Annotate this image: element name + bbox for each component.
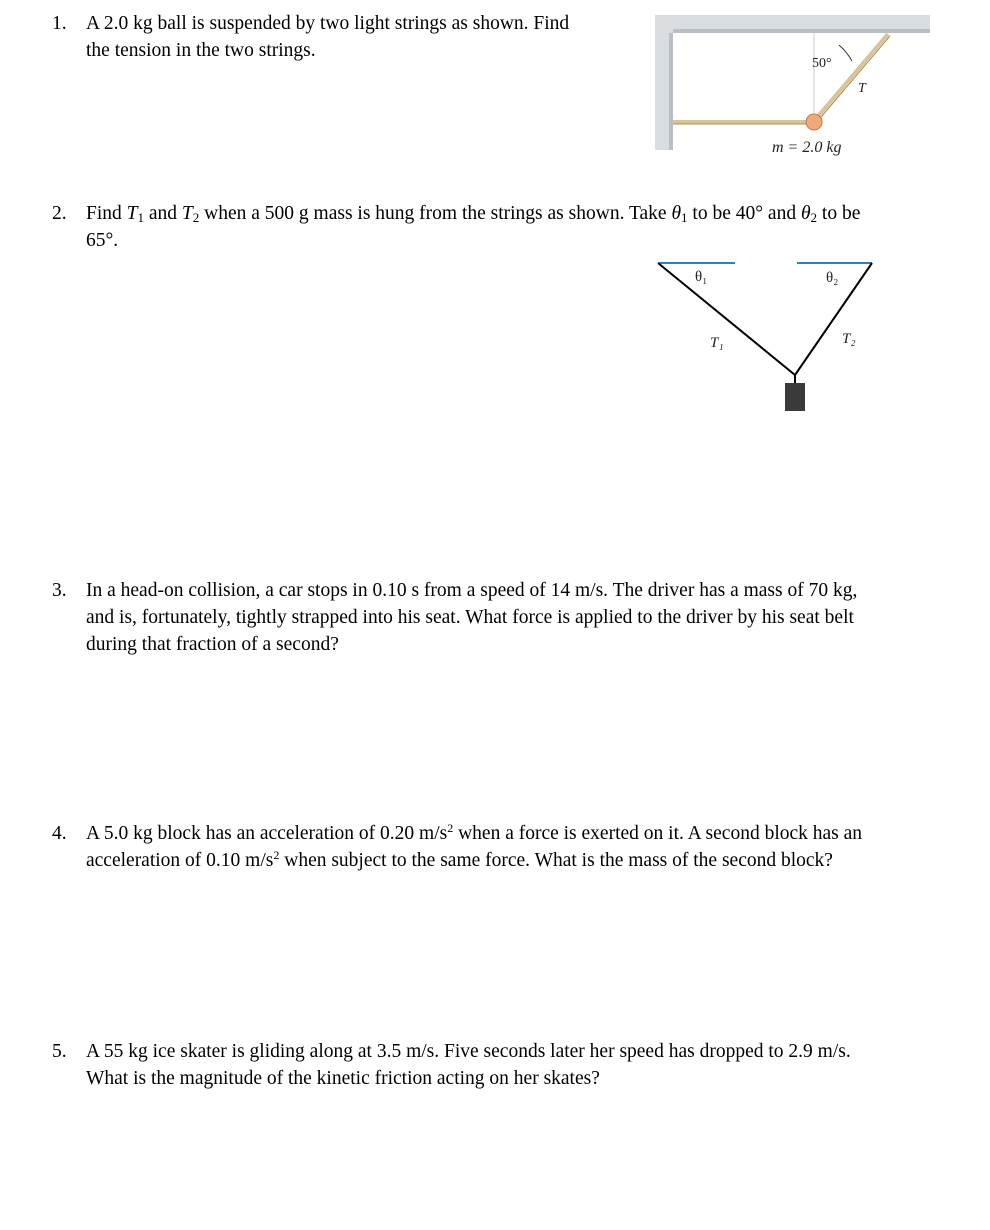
ball	[806, 114, 822, 130]
theta2-label: θ₂	[826, 270, 839, 286]
problem-line: acceleration of 0.10 $m/s^2$ when subject to the same force. What is the mass of the second block?	[86, 848, 833, 871]
problem-line: during that fraction of a second?	[86, 634, 339, 655]
problem-number: 3.	[52, 580, 67, 601]
problem-line: A 55 kg ice skater is gliding along at 3.5 m/s. Five seconds later her speed has dropped to 2.9 m/s.	[86, 1041, 851, 1062]
angled-string	[814, 34, 888, 121]
problem-line: A 2.0 kg ball is suspended by two light strings as shown. Find	[86, 13, 570, 34]
problem-line: and is, fortunately, tightly strapped into his seat. What force is applied to the driver by his seat belt	[86, 607, 854, 628]
problem-number: 1.	[52, 13, 67, 34]
problem-5	[52, 1038, 952, 1098]
t1-label: T₁	[710, 335, 724, 351]
problem-number: 2.	[52, 203, 67, 224]
problem-4	[52, 820, 962, 880]
problem-line: 65°.	[86, 230, 119, 251]
problem-number: 5.	[52, 1041, 67, 1062]
figure-two-strings-mass	[650, 255, 880, 425]
theta1-label: θ₁	[695, 269, 708, 285]
hanging-mass	[785, 383, 805, 411]
figure-ball-two-strings	[640, 10, 950, 160]
problem-text	[86, 1038, 851, 1092]
problem-line: In a head-on collision, a car stops in 0.10 s from a speed of 14 m/s. The driver has a mass of 70 kg,	[86, 580, 858, 601]
angled-string-edge	[816, 36, 890, 123]
problem-2	[52, 200, 952, 260]
tension-label: T	[858, 81, 866, 96]
t2-label: T₂	[842, 331, 856, 347]
ceiling-corner	[655, 15, 673, 33]
problem-line: What is the magnitude of the kinetic friction acting on her skates?	[86, 1068, 600, 1089]
problem-1	[52, 10, 632, 70]
problem-text	[86, 820, 862, 874]
angle-arc	[839, 45, 852, 61]
wall-bar-shade	[669, 33, 673, 150]
problem-line: A 5.0 kg block has an acceleration of 0.20 $m/s^2$ when a force is exerted on it. A second block has an	[86, 821, 863, 844]
problem-text	[86, 10, 569, 64]
problem-number: 4.	[52, 823, 67, 844]
problem-text	[86, 200, 860, 254]
problem-line: Find $T_1$ and $T_2$ when a 500 g mass is hung from the strings as shown. Take $\theta_1$ to be 40° and $\theta_2$ to be	[86, 203, 861, 225]
problem-line: the tension in the two strings.	[86, 40, 316, 61]
angle-label: 50°	[812, 56, 832, 71]
ceiling-bar-shade	[665, 29, 930, 33]
problem-3	[52, 577, 952, 662]
mass-label: m = 2.0 kg	[772, 139, 842, 156]
problem-text	[86, 577, 857, 658]
string-t1	[658, 263, 795, 375]
